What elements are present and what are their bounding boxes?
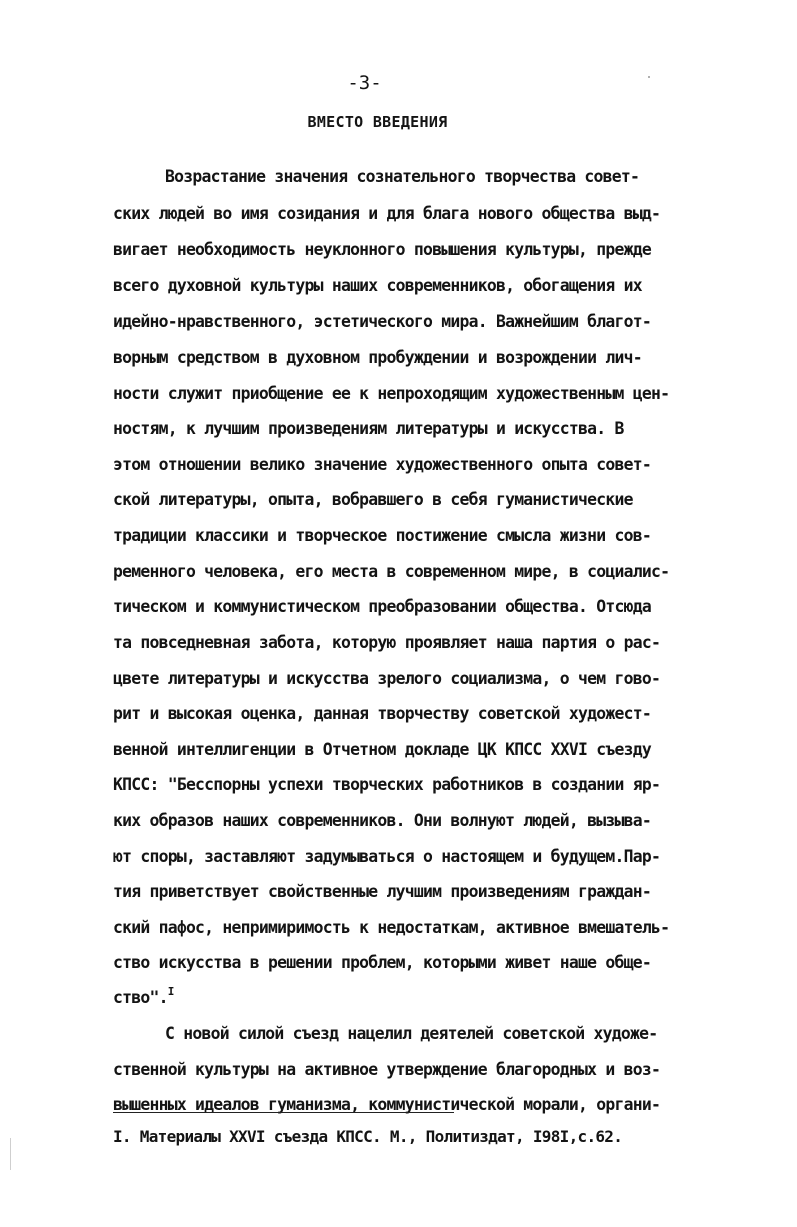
text-line: тическом и коммунистическом преобразовании общества. Отсюда bbox=[113, 597, 651, 616]
text-line: та повседневная забота, которую проявляет наша партия о рас- bbox=[113, 633, 661, 652]
text-line: ворным средством в духовном пробуждении и возрождении лич- bbox=[113, 348, 642, 367]
text-line: ют споры, заставляют задумываться о настоящем и будущем.Пар- bbox=[113, 847, 661, 866]
scan-margin-mark bbox=[10, 1138, 11, 1170]
footnote-reference: I bbox=[167, 985, 174, 998]
text-line: С новой силой съезд нацелил деятелей советской художе- bbox=[165, 1024, 658, 1043]
text-line: Возрастание значения сознательного творчества совет- bbox=[165, 167, 640, 186]
text-line: ности служит приобщение ее к непроходящим художественным цен- bbox=[113, 384, 670, 403]
text-line: рит и высокая оценка, данная творчеству советской художест- bbox=[113, 704, 651, 723]
text-line: цвете литературы и искусства зрелого социализма, о чем гово- bbox=[113, 669, 661, 688]
text-line: тия приветствует свойственные лучшим произведениям граждан- bbox=[113, 882, 651, 901]
text-line-end: ство". bbox=[113, 988, 168, 1007]
text-line: ство искусства в решении проблем, которыми живет наше обще- bbox=[113, 953, 651, 972]
text-line: ской литературы, опыта, вобравшего в себя гуманистические bbox=[113, 490, 633, 509]
footnote-text: I. Материалы XXVI съезда КПСС. М., Политиздат, I98I,с.62. bbox=[113, 1127, 623, 1146]
footnote-divider bbox=[113, 1112, 454, 1113]
text-line: ский пафос, непримиримость к недостаткам, активное вмешатель- bbox=[113, 918, 670, 937]
text-line: идейно-нравственного, эстетического мира. Важнейшим благот- bbox=[113, 312, 651, 331]
text-line: ностям, к лучшим произведениям литературы и искусства. В bbox=[113, 419, 624, 438]
text-line: традиции классики и творческое постижение смысла жизни сов- bbox=[113, 526, 651, 545]
text-line: ких образов наших современников. Они волнуют людей, вызыва- bbox=[113, 811, 651, 830]
text-line-with-footnote bbox=[113, 985, 174, 1010]
section-heading: ВМЕСТО ВВЕДЕНИЯ bbox=[307, 113, 448, 131]
text-line: ственной культуры на активное утверждение благородных и воз- bbox=[113, 1060, 661, 1079]
text-line: венной интеллигенции в Отчетном докладе ЦК КПСС XXVI съезду bbox=[113, 740, 651, 759]
text-line: КПСС: "Бесспорны успехи творческих работников в создании яр- bbox=[113, 775, 661, 794]
text-line: этом отношении велико значение художественного опыта совет- bbox=[113, 455, 651, 474]
text-line: всего духовной культуры наших современников, обогащения их bbox=[113, 276, 642, 295]
text-line: вышенных идеалов гуманизма, коммунистической морали, органи- bbox=[113, 1095, 661, 1114]
text-line: ременного человека, его места в современном мире, в социалис- bbox=[113, 562, 670, 581]
text-line: вигает необходимость неуклонного повышения культуры, прежде bbox=[113, 240, 651, 259]
page-number: -3- bbox=[347, 72, 382, 94]
text-line: ских людей во имя созидания и для блага нового общества выд- bbox=[113, 204, 661, 223]
